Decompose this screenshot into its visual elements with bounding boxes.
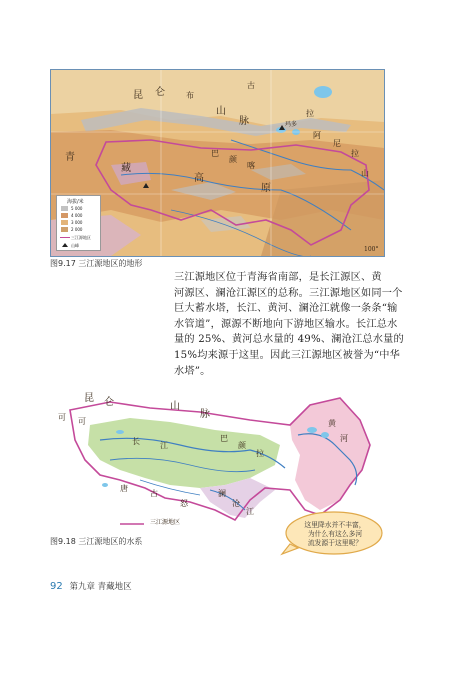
place-label: 高 bbox=[194, 173, 204, 184]
paragraph-line: 水塔”。 bbox=[174, 365, 211, 377]
place-label: 拉 bbox=[256, 449, 264, 458]
map-legend bbox=[56, 195, 101, 251]
place-label: 拉 bbox=[306, 109, 314, 118]
place-label: 江 bbox=[246, 507, 254, 516]
place-label: 澜 bbox=[218, 489, 226, 498]
place-label: 巴 bbox=[220, 434, 228, 443]
huanghe-source-region bbox=[290, 398, 370, 510]
place-label: 可 bbox=[78, 417, 86, 426]
legend-item: 三江源地区 bbox=[71, 235, 91, 240]
paragraph-line: 巨大蓄水塔，长江、黄河、澜沧江就像一条条“输 bbox=[174, 303, 398, 315]
bubble-line: 为什么有这么多河 bbox=[307, 530, 363, 538]
place-label: 仑 bbox=[104, 397, 114, 408]
lake-shape bbox=[102, 483, 108, 487]
place-label: 黄 bbox=[328, 419, 336, 428]
place-label: 江 bbox=[160, 441, 168, 450]
place-label: 河 bbox=[340, 434, 348, 443]
place-label: 长 bbox=[132, 437, 140, 446]
place-label: 尼 bbox=[333, 139, 341, 148]
place-label: 古 bbox=[150, 489, 158, 498]
legend-swatch bbox=[61, 227, 68, 232]
place-label: 拉 bbox=[351, 149, 359, 158]
paragraph-line: 水管道”，源源不断地向下游地区输水。长江总水 bbox=[174, 318, 398, 330]
callout-bubble bbox=[280, 508, 384, 558]
place-label: 颜 bbox=[238, 441, 246, 450]
place-label: 原 bbox=[261, 183, 271, 194]
paragraph-line: 三江源地区位于青海省南部，是长江源区、黄 bbox=[174, 272, 382, 283]
legend-item: 3 000 bbox=[71, 220, 83, 225]
figure-caption: 图9.17 三江源地区的地形 bbox=[50, 259, 143, 268]
page-number: 92 bbox=[50, 581, 63, 592]
bubble-line: 这里降水并不丰富， bbox=[304, 521, 366, 529]
page-footer bbox=[50, 580, 132, 592]
legend-swatch bbox=[61, 220, 68, 225]
place-label: 昆 bbox=[133, 90, 143, 101]
peak-icon bbox=[62, 243, 68, 247]
place-label: 山 bbox=[170, 401, 180, 412]
place-label: 阿 bbox=[313, 131, 321, 140]
place-label: 古 bbox=[247, 81, 255, 90]
place-label: 藏 bbox=[121, 163, 131, 174]
legend-item: 山峰 bbox=[71, 243, 79, 248]
place-label: 唐 bbox=[120, 484, 128, 493]
lake-shape bbox=[307, 427, 317, 433]
legend-item: 2 000 bbox=[71, 227, 83, 232]
place-label: 脉 bbox=[200, 409, 210, 420]
place-label: 脉 bbox=[239, 116, 249, 127]
place-label: 怒 bbox=[180, 499, 188, 508]
legend-label: 三江源地区 bbox=[150, 519, 181, 526]
legend-swatch bbox=[61, 213, 68, 218]
chapter-title: 第九章 青藏地区 bbox=[69, 582, 132, 592]
legend-title: 海拔/米 bbox=[67, 199, 84, 205]
place-label: 山 bbox=[216, 106, 226, 117]
legend-boundary-line bbox=[60, 237, 70, 238]
figure-caption: 图9.18 三江源地区的水系 bbox=[50, 537, 143, 546]
paragraph-line: 量的 25%、黄河总水量的 49%、澜沧江总水量的 bbox=[174, 334, 404, 346]
legend-swatch bbox=[61, 206, 68, 211]
bubble-text bbox=[296, 521, 374, 548]
place-label: 布 bbox=[186, 91, 194, 100]
lake-shape bbox=[321, 432, 329, 438]
legend-item: 4 000 bbox=[71, 213, 83, 218]
place-label: 可 bbox=[58, 413, 66, 422]
longitude-label: 100° bbox=[364, 246, 379, 253]
place-label: 山 bbox=[361, 169, 369, 178]
legend-item: 5 000 bbox=[71, 206, 83, 211]
place-label: 仑 bbox=[155, 87, 165, 98]
lake-shape bbox=[314, 86, 332, 98]
place-label: 青 bbox=[65, 152, 75, 163]
paragraph-line: 15%均来源于这里。因此三江源地区被誉为“中华 bbox=[174, 349, 401, 361]
city-label: 玛多 bbox=[285, 121, 298, 128]
lake-shape bbox=[116, 430, 124, 434]
place-label: 沧 bbox=[232, 499, 240, 508]
body-paragraph bbox=[174, 270, 406, 379]
topographic-map bbox=[50, 69, 385, 257]
place-label: 颜 bbox=[229, 155, 237, 164]
paragraph-line: 河源区、澜沧江源区的总称。三江源地区如同一个 bbox=[174, 287, 403, 299]
place-label: 巴 bbox=[211, 149, 219, 158]
place-label: 喀 bbox=[247, 161, 255, 170]
bubble-line: 流发源于这里呢？ bbox=[307, 539, 363, 547]
place-label: 昆 bbox=[84, 393, 94, 404]
